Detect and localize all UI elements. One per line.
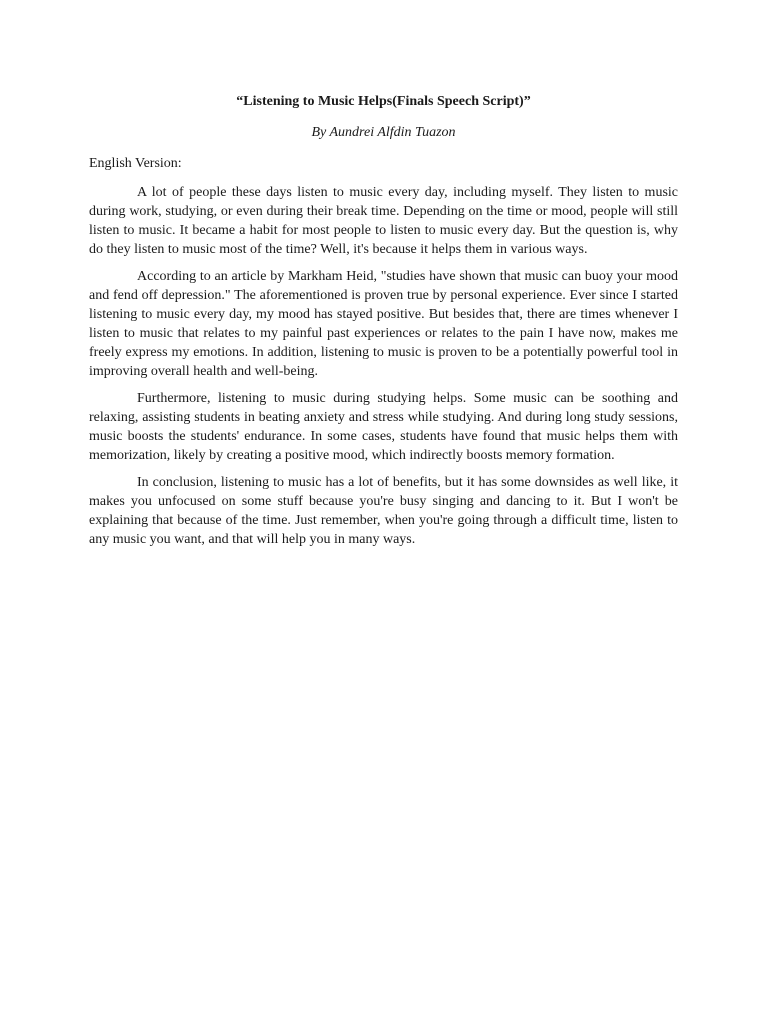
paragraph-conclusion: In conclusion, listening to music has a lot of benefits, but it has some downsides as well like, it makes you unfocused on some stuff because you're busy singing and dancing to it. But I won't be explaining that because of the time. Just remember, when you're going through a difficult time, listen to any music you want, and that will help you in many ways. (89, 475, 678, 547)
document-page (89, 93, 678, 557)
document-title: “Listening to Music Helps(Finals Speech Script)” (236, 94, 531, 109)
section-label: English Version: (89, 156, 182, 171)
paragraph-intro: A lot of people these days listen to music every day, including myself. They listen to music during work, studying, or even during their break time. Depending on the time or mood, people will still listen to music. It became a habit for most people to listen to music every day. But the question is, why do they listen to music most of the time? Well, it's because it helps them in various ways. (89, 185, 678, 257)
document-author: By Aundrei Alfdin Tuazon (311, 125, 456, 140)
paragraph-studying: Furthermore, listening to music during studying helps. Some music can be soothing and relaxing, assisting students in beating anxiety and stress while studying. And during long study sessions, music boosts the students' endurance. In some cases, students have found that music helps them with memorization, likely by creating a positive mood, which indirectly boosts memory formation. (89, 391, 678, 463)
paragraph-mood: According to an article by Markham Heid, "studies have shown that music can buoy your mood and fend off depression." The aforementioned is proven true by personal experience. Ever since I started listening to music every day, my mood has stayed positive. But besides that, there are times whenever I listen to music that relates to my painful past experiences or relates to the pain I have now, makes me freely express my emotions. In addition, listening to music is proven to be a potentially powerful tool in improving overall health and well-being. (89, 269, 678, 379)
